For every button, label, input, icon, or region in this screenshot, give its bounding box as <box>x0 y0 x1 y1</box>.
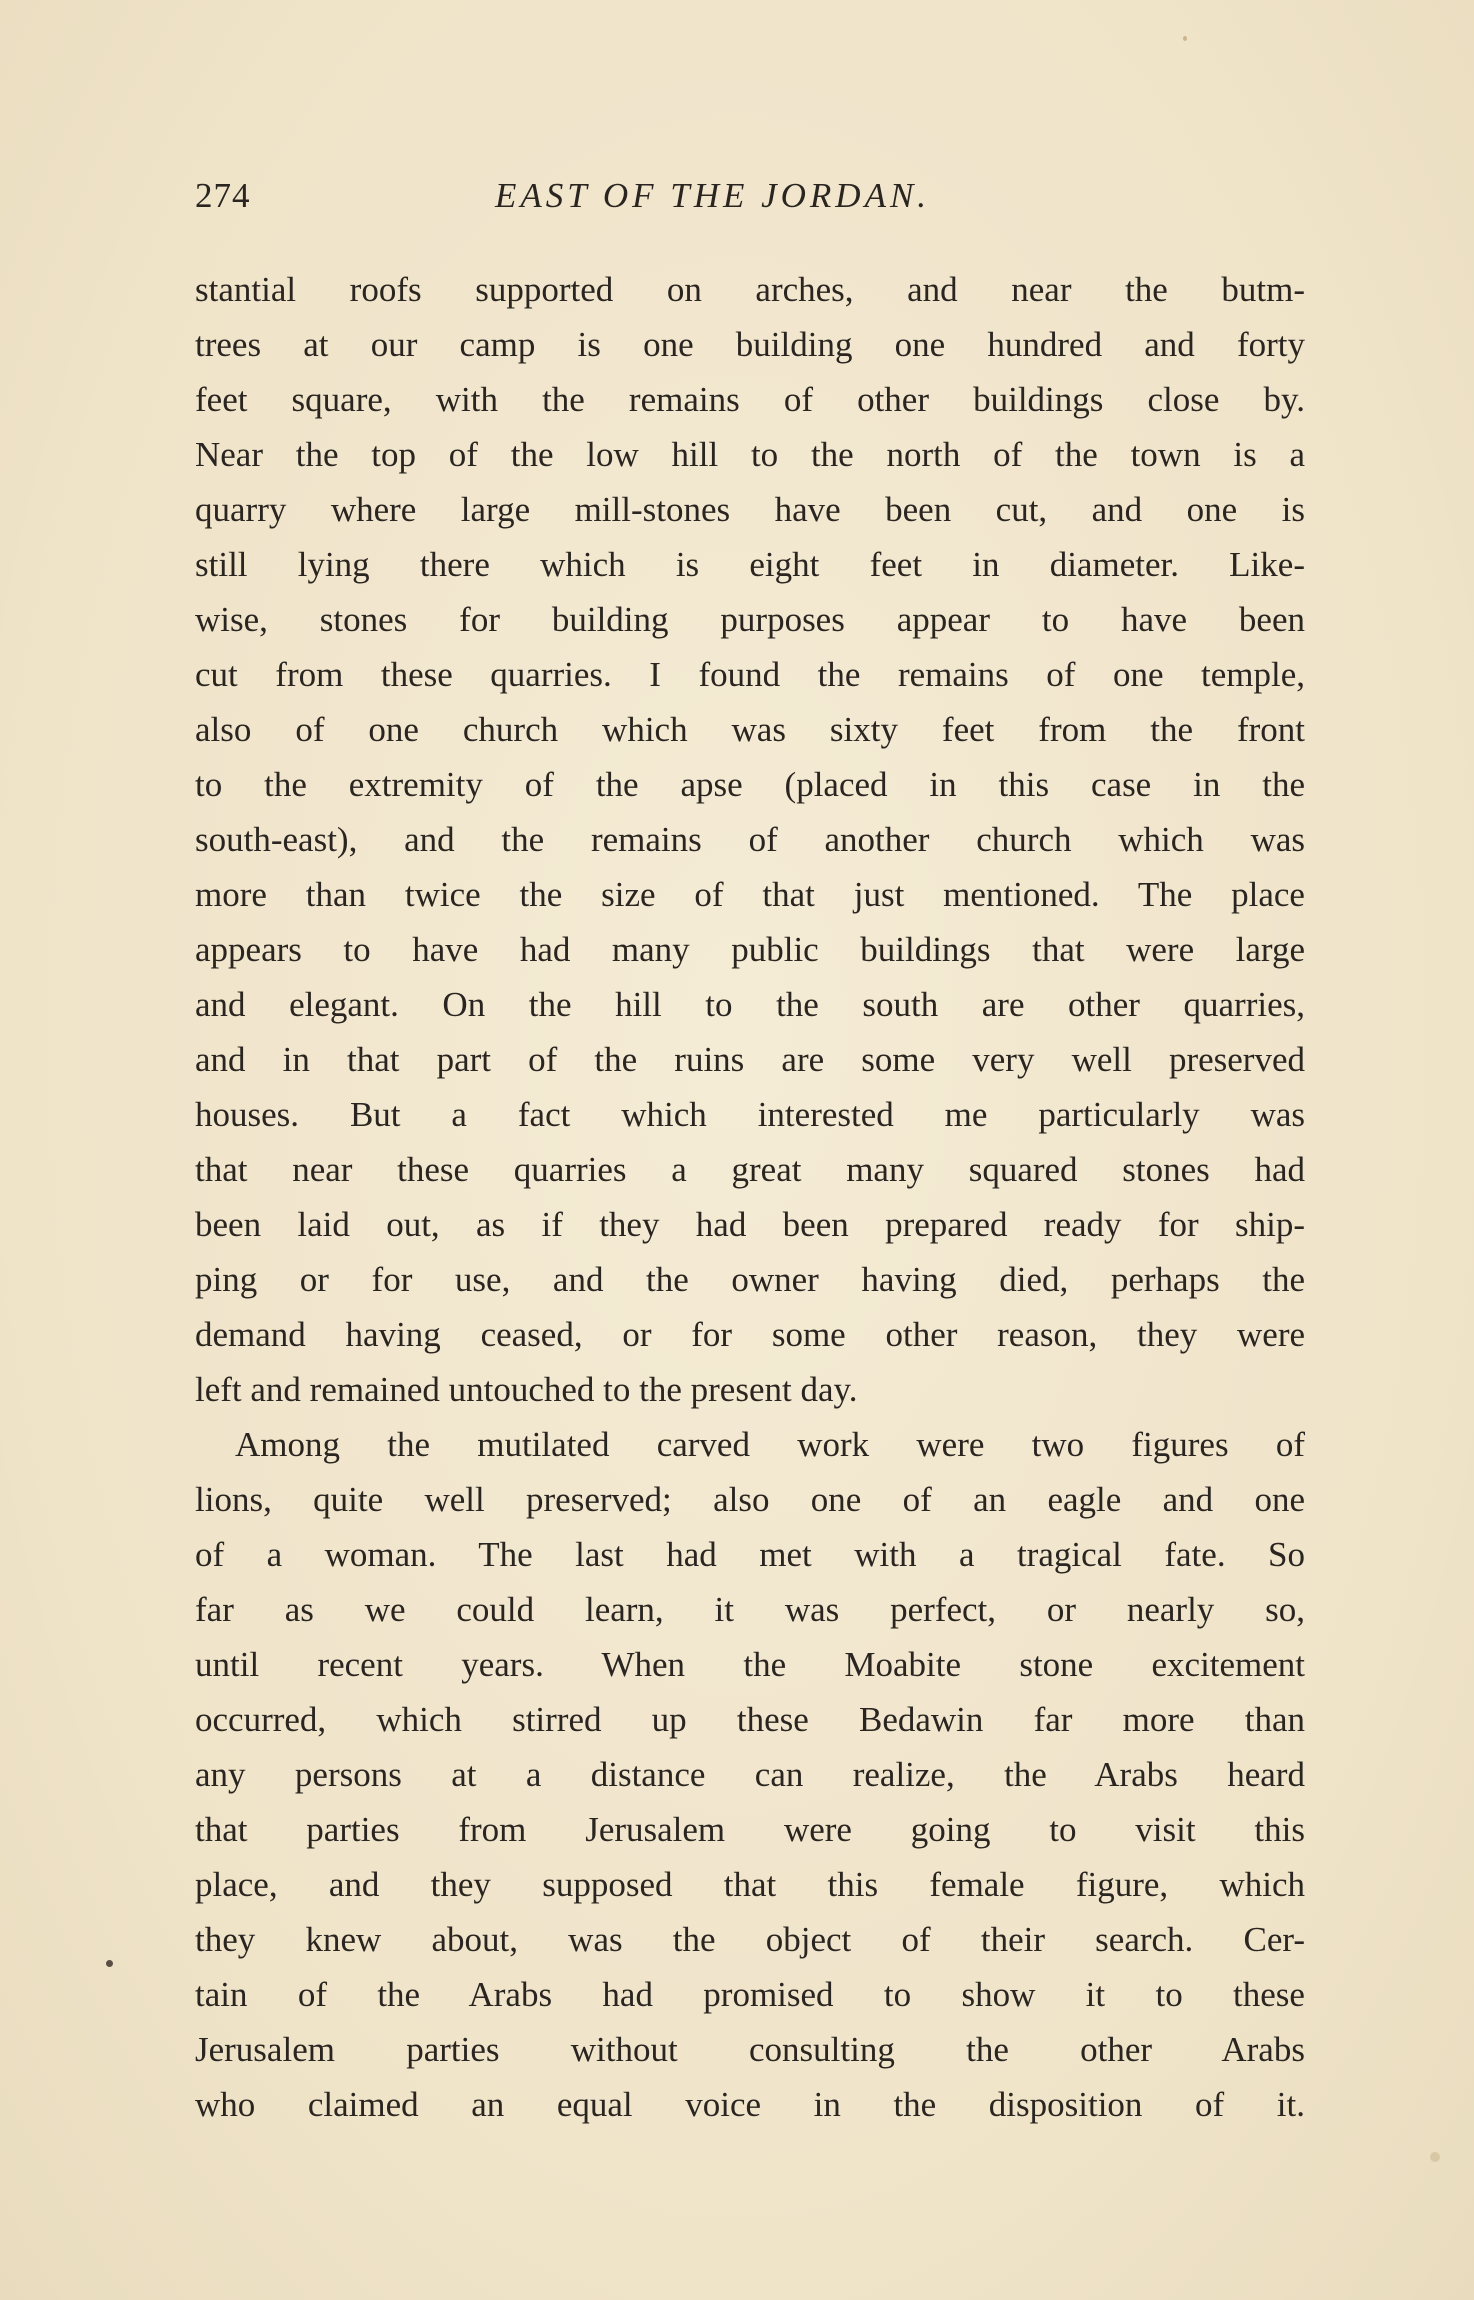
running-head <box>195 172 1305 220</box>
text-line: stantial roofs supported on arches, and near the butm- <box>195 270 1305 309</box>
text-line: houses. But a fact which interested me particularly was <box>195 1095 1305 1134</box>
text-line: far as we could learn, it was perfect, or nearly so, <box>195 1590 1305 1629</box>
text-line: Near the top of the low hill to the north of the town is a <box>195 435 1305 474</box>
paragraph-start-line: Among the mutilated carved work were two figures of <box>235 1425 1305 1464</box>
text-line: south-east), and the remains of another church which was <box>195 820 1305 859</box>
text-line: occurred, which stirred up these Bedawin far more than <box>195 1700 1305 1739</box>
text-line: that parties from Jerusalem were going to visit this <box>195 1810 1305 1849</box>
text-line: demand having ceased, or for some other reason, they were <box>195 1315 1305 1354</box>
text-line: cut from these quarries. I found the remains of one temple, <box>195 655 1305 694</box>
stray-ink-dot <box>106 1960 113 1967</box>
paper-speck <box>1183 36 1187 41</box>
text-line: Jerusalem parties without consulting the other Arabs <box>195 2030 1305 2069</box>
running-title: EAST OF THE JORDAN. <box>495 176 931 215</box>
body-text <box>195 262 1305 2132</box>
text-line: place, and they supposed that this female figure, which <box>195 1865 1305 1904</box>
text-line: feet square, with the remains of other buildings close by. <box>195 380 1305 419</box>
text-line: also of one church which was sixty feet from the front <box>195 710 1305 749</box>
text-line: who claimed an equal voice in the disposition of it. <box>195 2085 1305 2124</box>
text-line: been laid out, as if they had been prepared ready for ship- <box>195 1205 1305 1244</box>
text-line: quarry where large mill-stones have been cut, and one is <box>195 490 1305 529</box>
text-line: to the extremity of the apse (placed in this case in the <box>195 765 1305 804</box>
text-line: they knew about, was the object of their search. Cer- <box>195 1920 1305 1959</box>
text-line: wise, stones for building purposes appear to have been <box>195 600 1305 639</box>
text-line: trees at our camp is one building one hundred and forty <box>195 325 1305 364</box>
page-number: 274 <box>195 176 251 215</box>
text-line: any persons at a distance can realize, the Arabs heard <box>195 1755 1305 1794</box>
text-line: of a woman. The last had met with a tragical fate. So <box>195 1535 1305 1574</box>
paragraph-end-line: left and remained untouched to the present day. <box>195 1370 858 1409</box>
text-line: that near these quarries a great many squared stones had <box>195 1150 1305 1189</box>
text-line: tain of the Arabs had promised to show it to these <box>195 1975 1305 2014</box>
text-line: still lying there which is eight feet in diameter. Like- <box>195 545 1305 584</box>
text-line: appears to have had many public buildings that were large <box>195 930 1305 969</box>
paper-speck <box>1430 2152 1440 2162</box>
text-line: ping or for use, and the owner having died, perhaps the <box>195 1260 1305 1299</box>
text-line: until recent years. When the Moabite stone excitement <box>195 1645 1305 1684</box>
text-line: more than twice the size of that just mentioned. The place <box>195 875 1305 914</box>
text-line: and in that part of the ruins are some very well preserved <box>195 1040 1305 1079</box>
text-line: lions, quite well preserved; also one of an eagle and one <box>195 1480 1305 1519</box>
text-line: and elegant. On the hill to the south are other quarries, <box>195 985 1305 1024</box>
